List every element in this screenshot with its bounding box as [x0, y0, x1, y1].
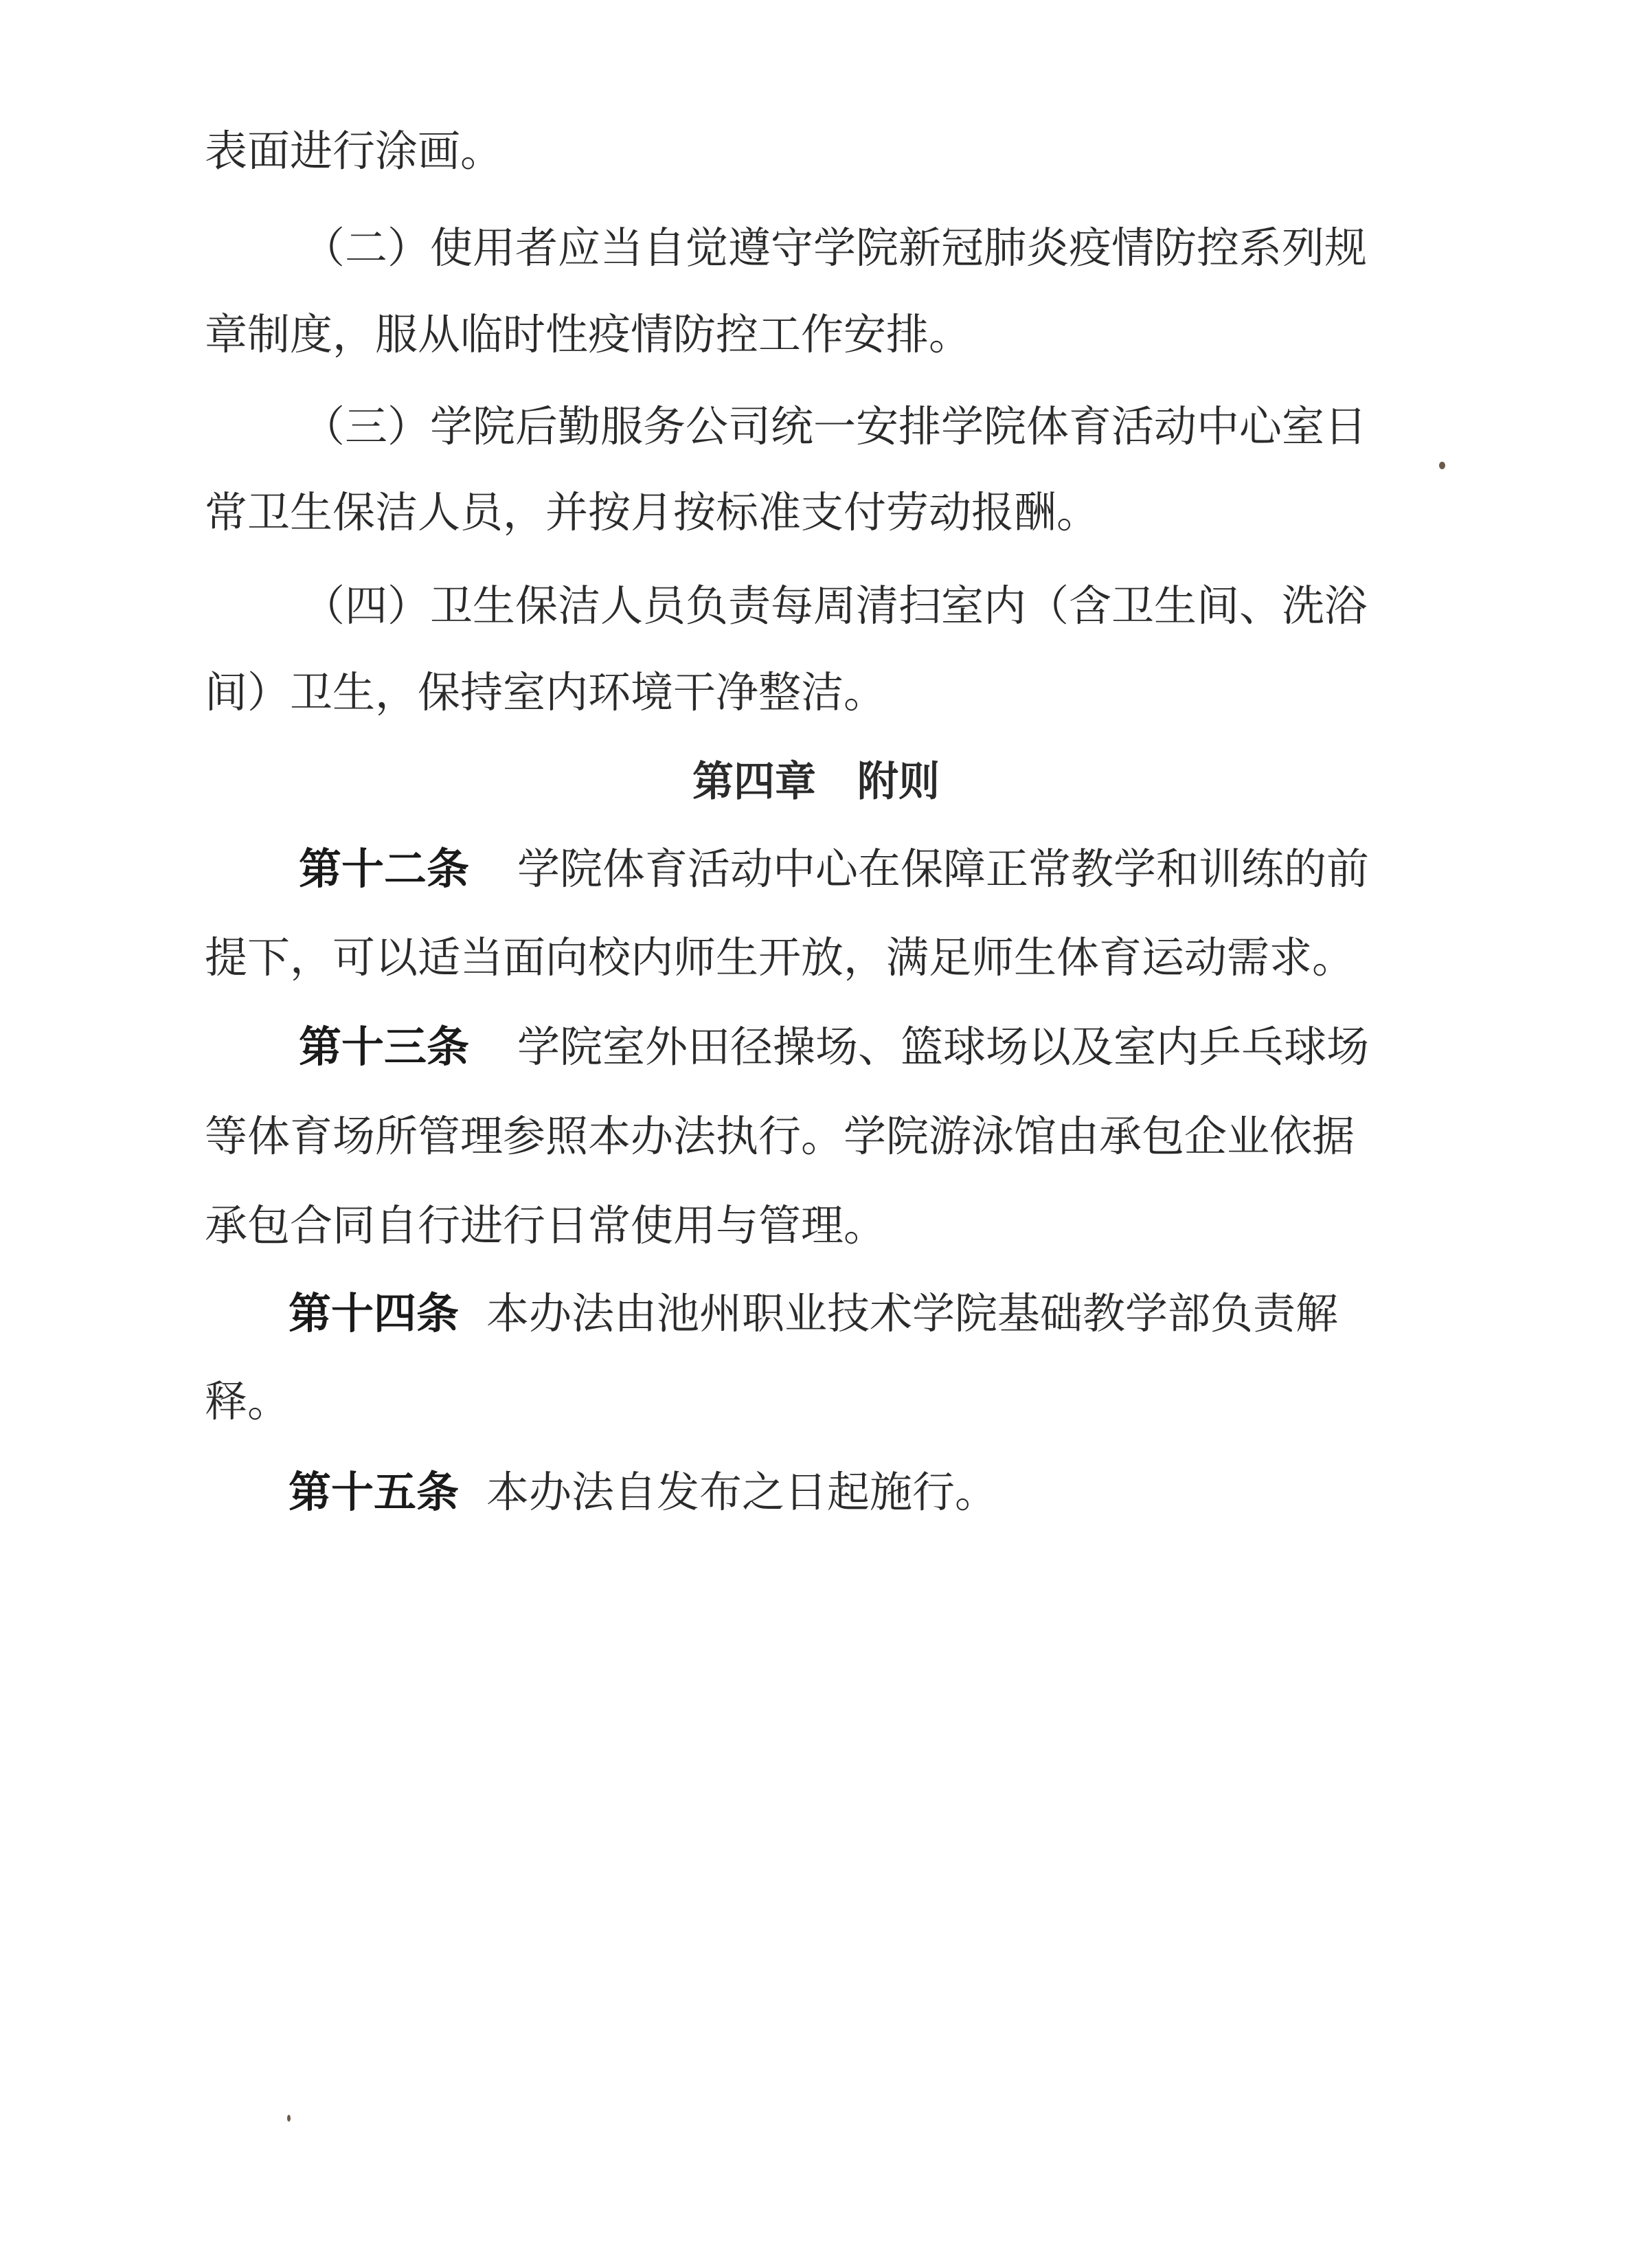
article-label: 第十三条	[299, 1022, 470, 1072]
paragraph-line: 表面进行涂画。	[205, 126, 503, 176]
article-13-line-2: 等体育场所管理参照本办法执行。学院游泳馆由承包企业依据	[205, 1111, 1355, 1161]
chapter-heading: 第四章 附则	[692, 758, 940, 806]
article-text: 学院体育活动中心在保障正常教学和训练的前	[517, 844, 1370, 894]
scan-speck	[287, 2115, 291, 2122]
article-label: 第十二条	[299, 844, 470, 894]
article-15-line-1	[288, 1465, 1113, 1520]
article-13-line-3: 承包合同自行进行日常使用与管理。	[205, 1200, 887, 1250]
paragraph-line: （四）卫生保洁人员负责每周清扫室内（含卫生间、洗浴	[302, 581, 1368, 631]
article-12-line-2: 提下，可以适当面向校内师生开放，满足师生体育运动需求。	[205, 932, 1355, 982]
article-text: 本办法由池州职业技术学院基础教学部负责解	[486, 1288, 1339, 1338]
article-text: 学院室外田径操场、篮球场以及室内乒乓球场	[517, 1022, 1370, 1072]
article-12-line-1	[299, 842, 1442, 897]
paragraph-line: 章制度，服从临时性疫情防控工作安排。	[205, 309, 972, 359]
scan-speck	[1439, 462, 1445, 469]
article-text: 本办法自发布之日起施行。	[486, 1467, 998, 1517]
paragraph-line: （三）学院后勤服务公司统一安排学院体育活动中心室日	[302, 401, 1368, 451]
article-14-line-1	[288, 1286, 1442, 1341]
article-label: 第十五条	[288, 1467, 460, 1517]
paragraph-line: 间）卫生，保持室内环境干净整洁。	[205, 667, 887, 717]
article-label: 第十四条	[288, 1288, 460, 1338]
paragraph-line: （二）使用者应当自觉遵守学院新冠肺炎疫情防控系列规	[302, 223, 1368, 273]
paragraph-line: 常卫生保洁人员，并按月按标准支付劳动报酬。	[205, 487, 1100, 537]
article-14-line-2: 释。	[205, 1376, 291, 1426]
article-13-line-1	[299, 1020, 1442, 1075]
